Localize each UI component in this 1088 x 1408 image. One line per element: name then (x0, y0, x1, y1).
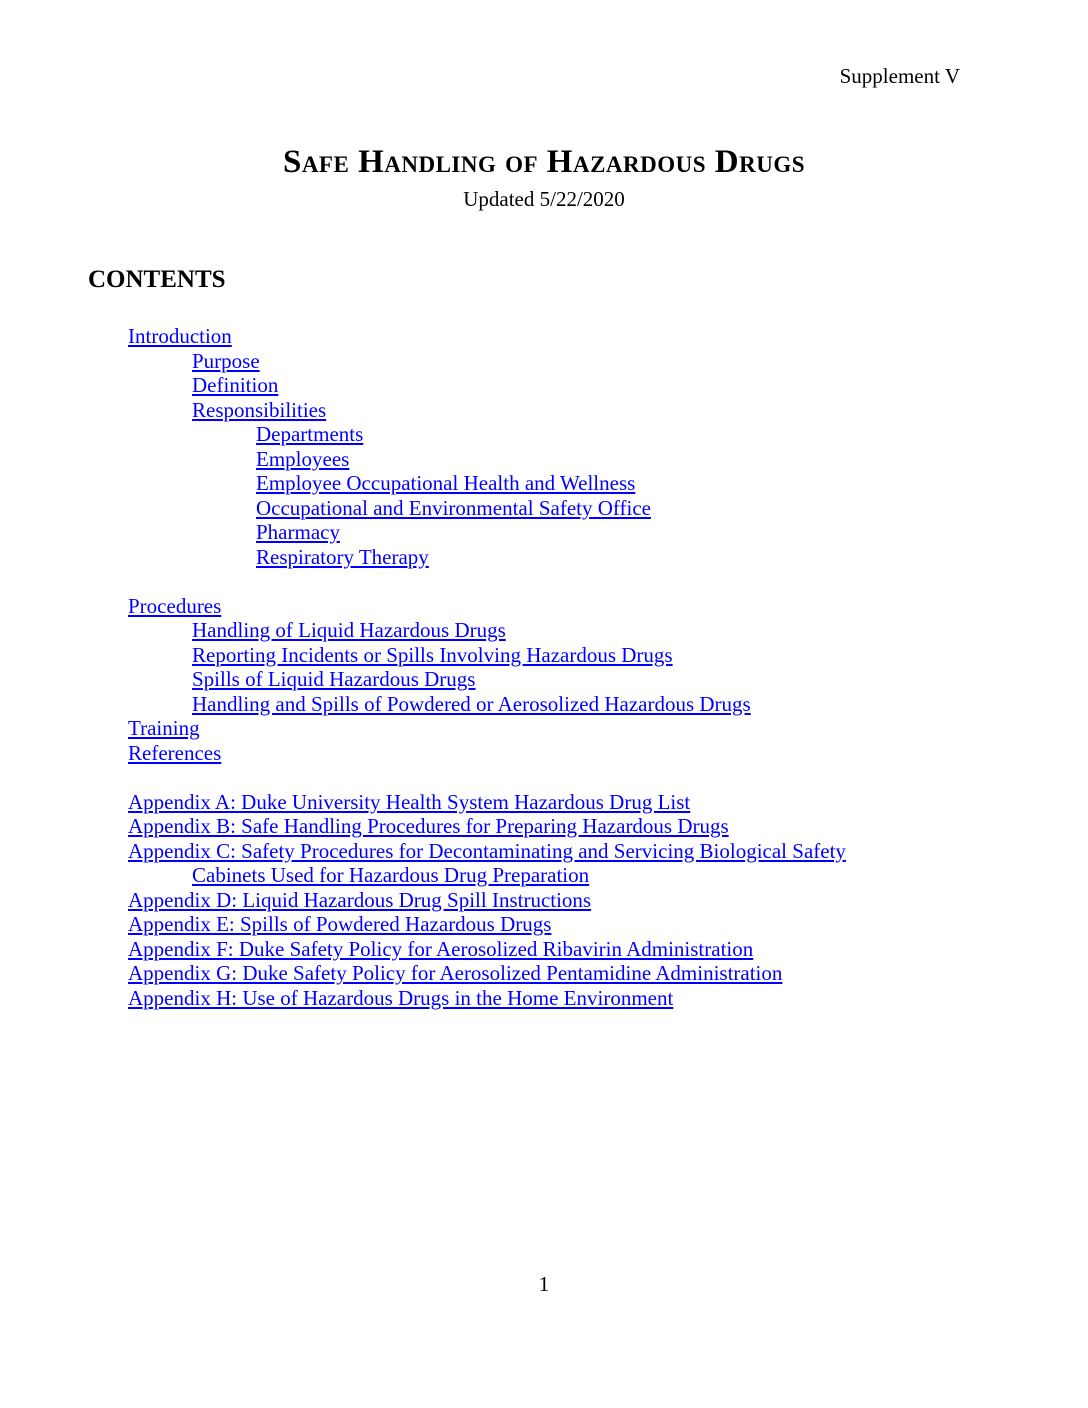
toc-line (192, 373, 1088, 398)
toc-line (128, 912, 1088, 937)
toc-link-respiratory-therapy[interactable]: Respiratory Therapy (256, 544, 429, 569)
toc-link-appendix-c[interactable]: Appendix C: Safety Procedures for Decontaminating and Servicing Biological Safety (128, 838, 846, 863)
title-block (0, 143, 1088, 212)
toc-link-appendix-f[interactable]: Appendix F: Duke Safety Policy for Aerosolized Ribavirin Administration (128, 936, 754, 961)
toc-link-reporting-incidents-or-spills[interactable]: Reporting Incidents or Spills Involving Hazardous Drugs (192, 642, 673, 667)
toc-line (128, 937, 1088, 962)
toc-line (128, 814, 1088, 839)
toc-line (192, 349, 1088, 374)
toc-link-spills-of-liquid-hazardous-drugs[interactable]: Spills of Liquid Hazardous Drugs (192, 667, 476, 691)
toc-link-departments[interactable]: Departments (256, 422, 364, 446)
toc-line (256, 471, 1088, 496)
supplement-label: Supplement V (839, 64, 960, 88)
toc-link-appendix-b[interactable]: Appendix B: Safe Handling Procedures for Preparing Hazardous Drugs (128, 814, 729, 838)
toc-line (128, 888, 1088, 913)
toc-line (256, 496, 1088, 521)
toc-line (192, 667, 1088, 692)
page-number: 1 (538, 1272, 550, 1296)
toc-link-appendix-e[interactable]: Appendix E: Spills of Powdered Hazardous Drugs (128, 912, 552, 936)
contents-heading: CONTENTS (88, 266, 226, 293)
toc-link-responsibilities[interactable]: Responsibilities (192, 397, 327, 422)
toc-line (192, 398, 1088, 423)
toc-link-appendix-g[interactable]: Appendix G: Duke Safety Policy for Aerosolized Pentamidine Administration (128, 961, 783, 985)
toc-link-appendix-c-continuation[interactable]: Cabinets Used for Hazardous Drug Preparation (192, 863, 590, 887)
toc-link-handling-of-liquid-hazardous-drugs[interactable]: Handling of Liquid Hazardous Drugs (192, 618, 506, 642)
table-of-contents (0, 324, 1088, 1010)
toc-line (128, 839, 1088, 864)
toc-line (128, 594, 1088, 619)
toc-link-purpose[interactable]: Purpose (192, 348, 260, 373)
toc-line (128, 961, 1088, 986)
toc-line (256, 545, 1088, 570)
toc-link-appendix-a[interactable]: Appendix A: Duke University Health System Hazardous Drug List (128, 789, 691, 814)
toc-line (128, 716, 1088, 741)
toc-line (128, 324, 1088, 349)
toc-line (192, 618, 1088, 643)
toc-link-introduction[interactable]: Introduction (128, 324, 232, 348)
toc-line (256, 520, 1088, 545)
toc-line (128, 741, 1088, 766)
toc-link-employee-occupational-health-and-wellness[interactable]: Employee Occupational Health and Wellness (256, 471, 636, 495)
toc-link-training[interactable]: Training (128, 716, 200, 740)
document-title: Safe Handling of Hazardous Drugs (282, 144, 806, 180)
toc-link-definition[interactable]: Definition (192, 373, 279, 397)
toc-line (128, 790, 1088, 815)
toc-line (256, 422, 1088, 447)
toc-section-appendices (0, 790, 1088, 1011)
toc-line (192, 643, 1088, 668)
toc-link-handling-and-spills-of-powdered-or-aerosolized[interactable]: Handling and Spills of Powdered or Aerosolized Hazardous Drugs (192, 691, 751, 716)
toc-link-procedures[interactable]: Procedures (128, 593, 222, 618)
toc-line (256, 447, 1088, 472)
toc-link-employees[interactable]: Employees (256, 446, 350, 471)
toc-line (192, 863, 1088, 888)
toc-line (128, 986, 1088, 1011)
toc-section-introduction (0, 324, 1088, 569)
toc-link-occupational-and-environmental-safety-office[interactable]: Occupational and Environmental Safety Office (256, 495, 651, 520)
toc-link-appendix-d[interactable]: Appendix D: Liquid Hazardous Drug Spill Instructions (128, 887, 592, 912)
toc-line (192, 692, 1088, 717)
toc-link-appendix-h[interactable]: Appendix H: Use of Hazardous Drugs in the Home Environment (128, 985, 674, 1010)
toc-link-pharmacy[interactable]: Pharmacy (256, 520, 340, 544)
toc-section-procedures (0, 594, 1088, 766)
toc-link-references[interactable]: References (128, 740, 222, 765)
updated-date: Updated 5/22/2020 (463, 187, 625, 211)
